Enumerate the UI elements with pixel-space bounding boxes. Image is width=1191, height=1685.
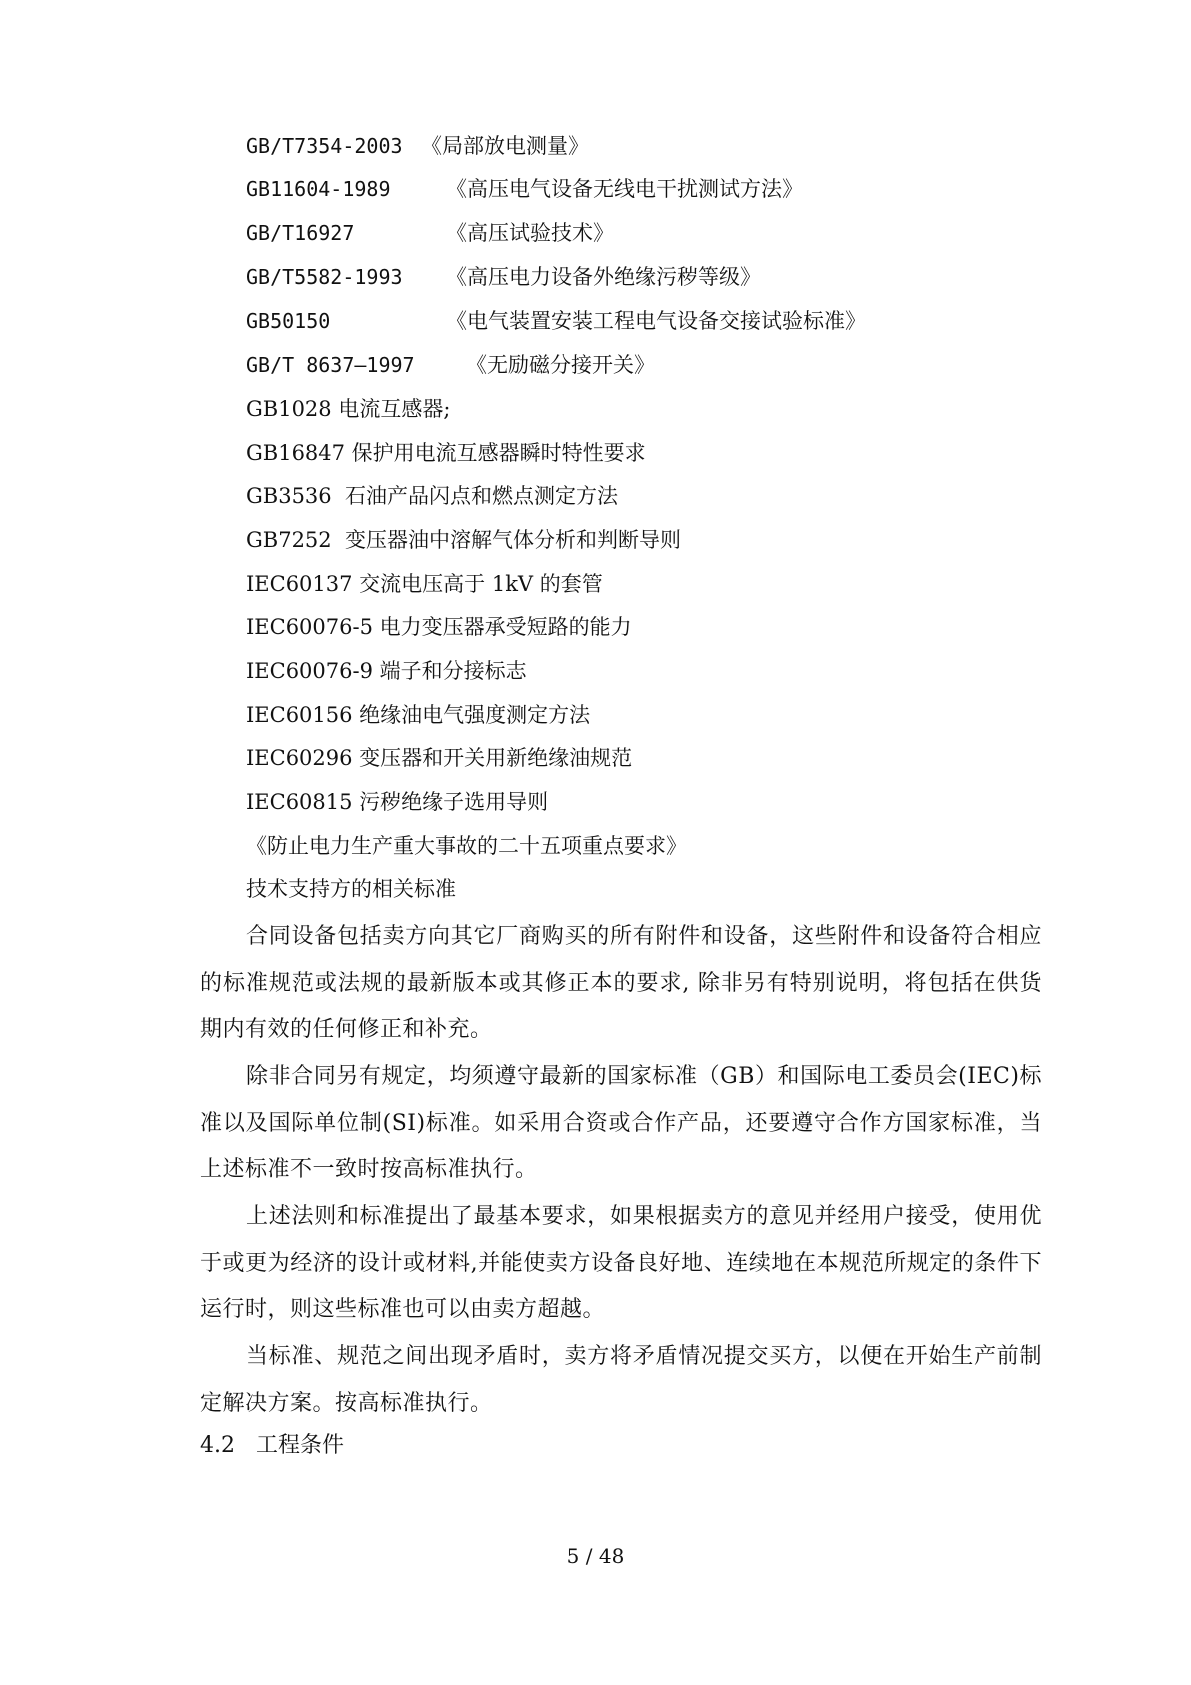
standard-title: 《无励磁分接开关》	[466, 353, 655, 377]
standard-list-item: GB3536 石油产品闪点和燃点测定方法	[246, 484, 619, 508]
standard-list-item: IEC60156 绝缘油电气强度测定方法	[246, 703, 591, 727]
standard-list-item: IEC60076-9 端子和分接标志	[246, 659, 527, 683]
standard-title: 《高压试验技术》	[446, 221, 614, 245]
support-standards: 技术支持方的相关标准	[246, 877, 456, 901]
section-heading: 4.2 工程条件	[200, 1433, 344, 1458]
standard-code: GB50150	[246, 309, 331, 333]
standard-list-item: GB1028 电流互感器;	[246, 397, 451, 421]
standard-code: GB11604-1989	[246, 177, 391, 201]
page-number: 5 / 48	[566, 1544, 625, 1568]
standard-code: GB/T5582-1993	[246, 265, 403, 289]
standard-list-item: IEC60815 污秽绝缘子选用导则	[246, 790, 549, 814]
body-paragraph: 当标准、规范之间出现矛盾时，卖方将矛盾情况提交买方，以便在开始生产前制定解决方案。按高标准执行。	[200, 1344, 1042, 1416]
standard-code: GB/T16927	[246, 221, 355, 245]
standard-title: 《局部放电测量》	[421, 134, 589, 158]
standard-title: 《高压电力设备外绝缘污秽等级》	[446, 265, 761, 289]
body-paragraph: 上述法则和标准提出了最基本要求，如果根据卖方的意见并经用户接受，使用优于或更为经济的设计或材料,并能使卖方设备良好地、连续地在本规范所规定的条件下运行时，则这些标准也可以由卖方超越。	[200, 1204, 1042, 1322]
standard-list-item: GB16847 保护用电流互感器瞬时特性要求	[246, 441, 646, 465]
standard-list-item: IEC60296 变压器和开关用新绝缘油规范	[246, 746, 633, 770]
standard-title: 《高压电气设备无线电干扰测试方法》	[446, 177, 803, 201]
safety-requirement: 《防止电力生产重大事故的二十五项重点要求》	[246, 834, 687, 858]
standard-list-item: GB7252 变压器油中溶解气体分析和判断导则	[246, 528, 681, 552]
standard-list-item: IEC60137 交流电压高于 1kV 的套管	[246, 572, 603, 596]
standard-code: GB/T7354-2003	[246, 134, 403, 158]
body-paragraph: 除非合同另有规定，均须遵守最新的国家标准（GB）和国际电工委员会(IEC)标准以及国际单位制(SI)标准。如采用合资或合作产品，还要遵守合作方国家标准，当上述标准不一致时按高标准执行。	[200, 1064, 1042, 1182]
body-paragraph: 合同设备包括卖方向其它厂商购买的所有附件和设备，这些附件和设备符合相应的标准规范或法规的最新版本或其修正本的要求, 除非另有特别说明，将包括在供货期内有效的任何修正和补充。	[200, 924, 1042, 1042]
standard-code: GB/T 8637—1997	[246, 353, 415, 377]
standard-title: 《电气装置安装工程电气设备交接试验标准》	[446, 309, 866, 333]
standard-list-item: IEC60076-5 电力变压器承受短路的能力	[246, 615, 632, 639]
